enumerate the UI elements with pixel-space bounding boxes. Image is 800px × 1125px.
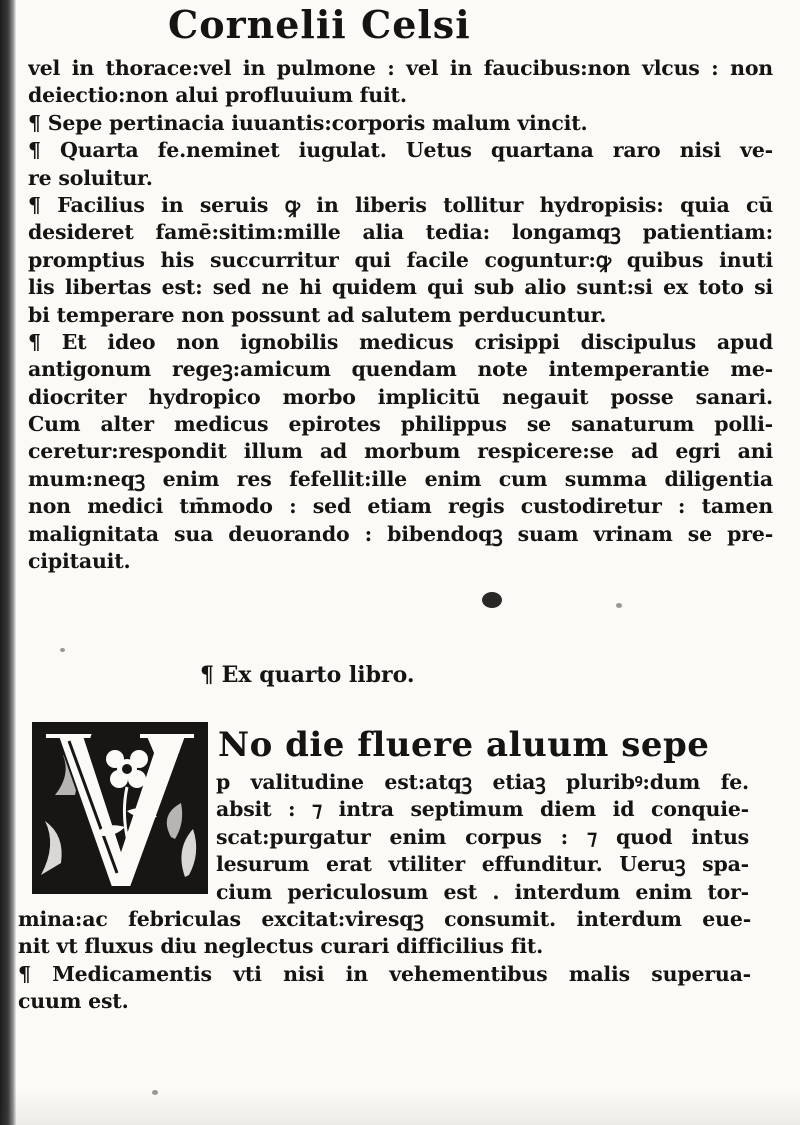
decorated-initial — [32, 722, 208, 894]
section-heading: ¶ Ex quarto libro. — [200, 662, 415, 688]
text-line: lis libertas est: sed ne hi quidem qui sub alio sunt:si ex toto si — [28, 275, 773, 300]
text-line: ceretur:respondit illum ad morbum respicere:se ad egri ani — [28, 439, 773, 464]
text-line: absit : ⁊ intra septimum diem id conquie- — [216, 797, 749, 822]
text-line: Cum alter medicus epirotes philippus se sanaturum polli- — [28, 412, 773, 437]
ink-speck — [60, 648, 65, 652]
text-line: p valitudine est:atqꝫ etiaꝫ pluribꝰ:dum fe. — [216, 770, 749, 794]
ink-speck — [616, 603, 622, 608]
text-line: lesurum erat vtiliter effunditur. Ueruꝫ spa- — [216, 852, 749, 877]
page-bottom-shade — [0, 1089, 800, 1125]
text-line: promptius his succurritur qui facile coguntur:ꝙ quibus inuti — [28, 247, 773, 272]
section-top-text — [28, 55, 773, 575]
text-line: nit vt fluxus diu neglectus curari difficilius fit. — [18, 934, 544, 959]
text-line: bi temperare non possunt ad salutem perducuntur. — [28, 302, 607, 327]
text-line: ¶ Quarta fe.neminet iugulat. Uetus quartana raro nisi ve- — [28, 138, 773, 163]
text-line: mum:neqꝫ enim res fefellit:ille enim cum summa diligentia — [28, 466, 773, 491]
section-bottom-text — [18, 906, 751, 1016]
text-line: ¶ Facilius in seruis ꝙ in liberis tollitur hydropisis: quia cū — [28, 192, 773, 217]
text-line: antigonum regeꝫ:amicum quendam note intemperantie me- — [28, 357, 773, 382]
ink-speck — [152, 1090, 158, 1095]
ink-blot — [482, 592, 502, 608]
chapter-opening-line: No die fluere aluum sepe — [218, 725, 710, 765]
text-line: ¶ Et ideo non ignobilis medicus crisippi discipulus apud — [28, 329, 773, 354]
text-line: diocriter hydropico morbo implicitū negauit posse sanari. — [28, 384, 773, 409]
text-line: mina:ac febriculas excitat:viresqꝫ consumit. interdum eue- — [18, 907, 751, 931]
text-line: cuum est. — [18, 989, 129, 1014]
text-line: cipitauit. — [28, 549, 131, 574]
page-binding-shadow — [0, 0, 16, 1125]
text-line: desideret famē:sitim:mille alia tedia: longamqꝫ patientiam: — [28, 220, 773, 245]
decorated-initial-v-icon — [35, 725, 205, 891]
text-line: ¶ Medicamentis vti nisi in vehementibus malis superua- — [18, 961, 751, 986]
text-line: malignitata sua deuorando : bibendoqꝫ suam vrinam se pre- — [28, 521, 773, 546]
text-line: deiectio:non alui profluuium fuit. — [28, 83, 407, 108]
text-line: re soluitur. — [28, 165, 153, 190]
text-line: cium periculosum est . interdum enim tor- — [216, 879, 749, 904]
text-line: vel in thorace:vel in pulmone : vel in faucibus:non vlcus : non — [28, 56, 773, 80]
text-line: non medici tm̄modo : sed etiam regis custodiretur : tamen — [28, 494, 773, 519]
text-line: ¶ Sepe pertinacia iuuantis:corporis malum vincit. — [28, 110, 588, 135]
section-bottom-indented-text — [216, 769, 749, 906]
running-head: Cornelii Celsi — [168, 2, 471, 47]
text-line: scat:purgatur enim corpus : ⁊ quod intus — [216, 824, 749, 849]
